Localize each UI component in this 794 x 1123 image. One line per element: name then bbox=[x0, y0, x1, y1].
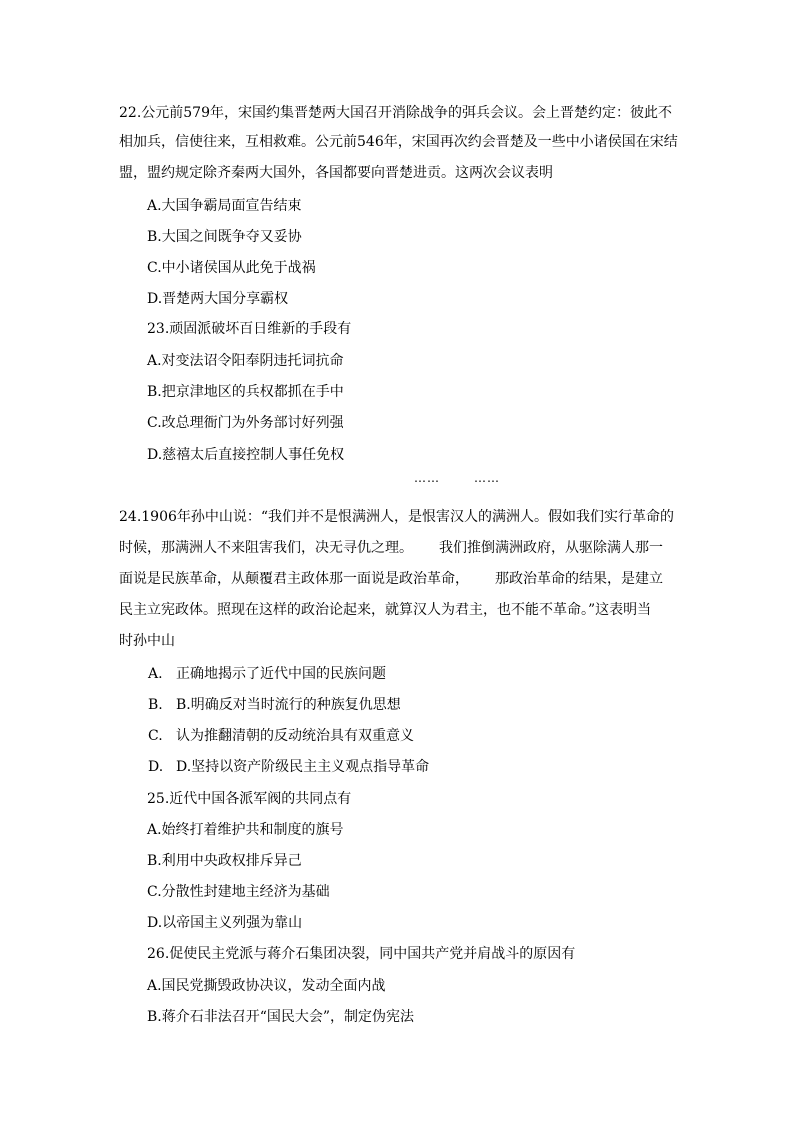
q25-option-b: B.利用中央政权排斥异己 bbox=[147, 853, 302, 869]
q24-stem-line-3 bbox=[119, 569, 663, 589]
q24-option-b bbox=[148, 695, 401, 715]
q23-option-c: C.改总理衙门为外务部讨好列强 bbox=[147, 415, 344, 431]
q26-option-b: B.蒋介石非法召开“国民大会”，制定伪宪法 bbox=[147, 1009, 415, 1025]
q22-option-b: B.大国之间既争夺又妥协 bbox=[147, 229, 302, 245]
q25-option-d: D.以帝国主义列强为靠山 bbox=[147, 915, 303, 931]
q25-option-a: A.始终打着维护共和制度的旗号 bbox=[147, 822, 344, 838]
q24-stem-line-3a: 面说是民族革命，从颠覆君主政体那一面说是政治革命， bbox=[119, 571, 469, 587]
q24-stem-line-2a: 时候，那满洲人不来阻害我们，决无寻仇之理。 bbox=[119, 540, 413, 556]
q24-stem-line-1: 24.1906年孙中山说：“我们并不是恨满洲人，是恨害汉人的满洲人。假如我们实行革命的 bbox=[119, 509, 675, 525]
ellipsis-2: …… bbox=[474, 471, 500, 485]
q24-option-b-text: B.明确反对当时流行的种族复仇思想 bbox=[176, 697, 401, 713]
q24-stem-line-5: 时孙中山 bbox=[119, 633, 175, 649]
q22-stem-line-2: 相加兵，信使往来，互相救难。公元前546年，宋国再次约会晋楚及一些中小诸侯国在宋结 bbox=[119, 134, 678, 150]
q22-option-a: A.大国争霸局面宣告结束 bbox=[147, 198, 302, 214]
q26-option-a: A.国民党撕毁政协决议，发动全面内战 bbox=[147, 978, 386, 994]
q24-option-c bbox=[148, 726, 414, 746]
q24-option-d bbox=[148, 757, 429, 777]
q25-option-c: C.分散性封建地主经济为基础 bbox=[147, 884, 330, 900]
q24-stem-line-2 bbox=[119, 538, 663, 558]
q26-stem: 26.促使民主党派与蒋介石集团决裂，同中国共产党并肩战斗的原因有 bbox=[147, 946, 576, 962]
q24-stem-line-2b: 我们推倒满洲政府，从驱除满人那一 bbox=[439, 540, 663, 556]
q24-option-a bbox=[148, 664, 386, 684]
q24-option-d-letter: D. bbox=[148, 759, 164, 775]
q22-option-c: C.中小诸侯国从此免于战祸 bbox=[147, 260, 316, 276]
q23-option-a: A.对变法诏令阳奉阴违托词抗命 bbox=[147, 353, 344, 369]
q23-option-d: D.慈禧太后直接控制人事任免权 bbox=[147, 447, 345, 463]
q24-stem-line-3b: 那政治革命的结果，是建立 bbox=[495, 571, 663, 587]
ellipsis-separator bbox=[414, 468, 500, 488]
q24-option-c-letter: C. bbox=[148, 728, 163, 744]
q22-stem-line-3: 盟，盟约规定除齐秦两大国外，各国都要向晋楚进贡。这两次会议表明 bbox=[119, 165, 553, 181]
q23-option-b: B.把京津地区的兵权都抓在手中 bbox=[147, 384, 344, 400]
q24-stem-line-4: 民主立宪政体。照现在这样的政治论起来，就算汉人为君主，也不能不革命。”这表明当 bbox=[119, 602, 652, 618]
q22-stem-line-1: 22.公元前579年，宋国约集晋楚两大国召开消除战争的弭兵会议。会上晋楚约定：彼此不 bbox=[119, 105, 672, 121]
q23-stem: 23.顽固派破坏百日维新的手段有 bbox=[147, 321, 352, 337]
ellipsis-1: …… bbox=[414, 471, 440, 485]
q22-option-d: D.晋楚两大国分享霸权 bbox=[147, 291, 289, 307]
q24-option-d-text: D.坚持以资产阶级民主主义观点指导革命 bbox=[176, 759, 430, 775]
q24-option-c-text: 认为推翻清朝的反动统治具有双重意义 bbox=[176, 728, 414, 744]
q24-option-a-letter: A. bbox=[148, 666, 163, 682]
q24-option-b-letter: B. bbox=[148, 697, 163, 713]
q24-option-a-text: 正确地揭示了近代中国的民族问题 bbox=[176, 666, 386, 682]
q25-stem: 25.近代中国各派军阀的共同点有 bbox=[147, 791, 352, 807]
